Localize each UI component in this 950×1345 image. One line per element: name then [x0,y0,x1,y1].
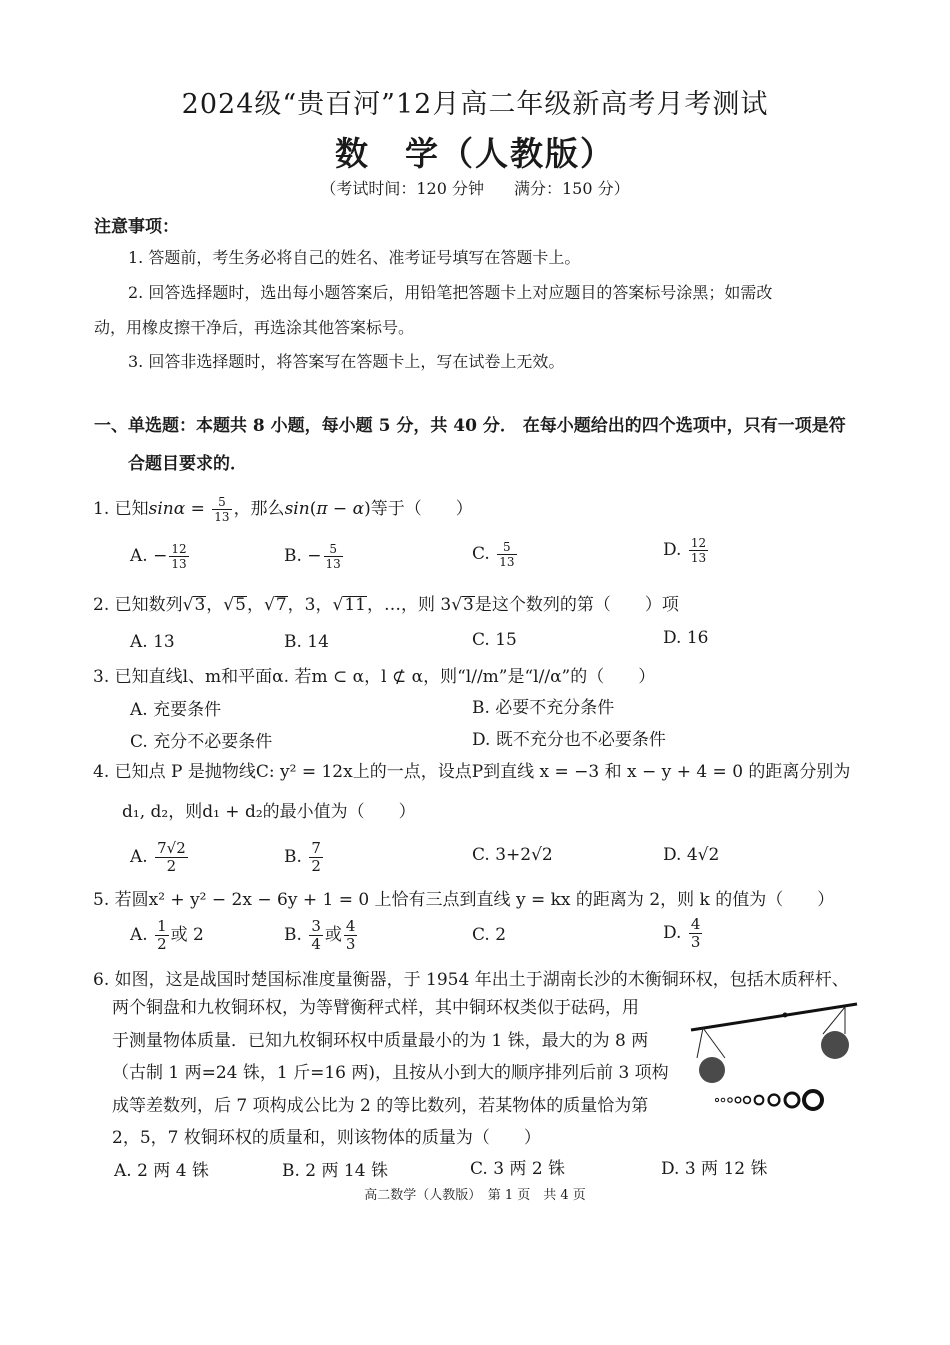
q4-option-d: D. 4√2 [663,845,720,865]
section-1-line-1: 一、单选题：本题共 8 小题，每小题 5 分，共 40 分． 在每小题给出的四个选项中，只有一项是符 [94,416,846,436]
q1-suffix: 等于（ ） [370,499,473,519]
q6-option-a: A. 2 两 4 铢 [114,1161,209,1181]
q2-option-b: B. 14 [284,632,329,652]
notice-item-1: 1. 答题前，考生务必将自己的姓名、准考证号填写在答题卡上。 [128,248,581,267]
notice-item-2-line-2: 动，用橡皮擦干净后，再选涂其他答案标号。 [94,318,415,337]
q6-option-d: D. 3 两 12 铢 [661,1159,768,1179]
q6-option-c: C. 3 两 2 铢 [470,1159,566,1179]
q6-line-5: 成等差数列，后 7 项构成公比为 2 的等比数列，若某物体的质量恰为第 [112,1095,649,1116]
q2-suffix: 是这个数列的第（ ）项 [474,595,679,615]
q6-line-2: 两个铜盘和九枚铜环权，为等臂衡秤式样，其中铜环权类似于砝码，用 [112,998,639,1018]
q3-option-b: B. 必要不充分条件 [472,698,615,718]
page-footer: 高二数学（人教版） 第 1 页 共 4 页 [364,1188,586,1203]
notice-item-3: 3. 回答非选择题时，将答案写在答题卡上，写在试卷上无效。 [128,352,565,371]
notice-heading: 注意事项： [94,217,179,237]
q6-line-6: 2，5，7 枚铜环权的质量和，则该物体的质量为（ ） [112,1128,541,1148]
question-3: 3. 已知直线l、m和平面α. 若m ⊂ α，l ⊄ α，则“l//m”是“l//α”的（ ） [93,667,656,687]
right-pan [821,1031,849,1059]
q2-option-d: D. 16 [663,628,709,648]
time-info: （考试时间：120 分钟 [320,179,484,198]
q6-line-3: 于测量物体质量．已知九枚铜环权中质量最小的为 1 铢，最大的为 8 两 [112,1030,649,1051]
exam-title: 2024级“贵百河”12月高二年级新高考月考测试 [181,89,769,120]
q3-option-d: D. 既不充分也不必要条件 [472,730,666,750]
q3-option-c: C. 充分不必要条件 [130,732,273,752]
q3-option-a: A. 充要条件 [130,700,222,720]
left-string [697,1028,703,1058]
q1-option-c: C. $\frac{5}{13}$ [472,540,515,569]
q2-prefix: 2. 已知数列 [93,595,183,615]
q4-option-a: A. $\frac{7√2}{2}$ [130,839,186,875]
q1-option-b: B. − $\frac{5}{13}$ [284,542,341,571]
question-4-line-2: d₁, d₂，则d₁ + d₂的最小值为（ ） [122,802,416,822]
pivot-point [783,1013,788,1018]
q1-option-a: A. − $\frac{12}{13}$ [130,542,187,571]
balance-beam [691,1004,857,1030]
q4-option-b: B. $\frac{7}{2}$ [284,839,321,875]
fraction: $\frac{5}{13}$ [214,495,230,524]
section-1-line-2: 合题目要求的． [128,454,247,474]
question-5: 5. 若圆x² + y² − 2x − 6y + 1 = 0 上恰有三点到直线 y = kx 的距离为 2，则 k 的值为（ ） [93,890,835,910]
q6-line-4: （古制 1 两=24 铢，1 斤=16 两)，且按从小到大的顺序排列后前 3 项构 [112,1063,669,1083]
score-info: 满分：150 分） [514,179,630,198]
exam-info [0,176,950,199]
q5-option-b: B. $\frac{3}{4}$ 或 $\frac{4}{3}$ [284,917,356,953]
question-4-line-1: 4. 已知点 P 是抛物线C: y² = 12x上的一点，设点P到直线 x = −3 和 x − y + 4 = 0 的距离分别为 [93,762,851,782]
q2-option-c: C. 15 [472,630,517,650]
q1-prefix: 1. 已知 [93,499,149,519]
notice-item-2-line-1: 2. 回答选择题时，选出每小题答案后，用铅笔把答题卡上对应题目的答案标号涂黑；如需改 [128,283,773,302]
q4-option-c: C. 3+2√2 [472,845,553,865]
bronze-ring-weights [715,1091,822,1109]
question-6-body [112,992,682,1155]
q5-option-c: C. 2 [472,925,507,945]
q2-option-a: A. 13 [130,632,175,652]
subject-title: 数 学（人教版） [335,134,615,173]
right-string [823,1007,845,1034]
section-1-heading [94,407,884,483]
question-1: 1. 已知sinα = $\frac{5}{13}$ ，那么sin(π − α)等于（ ） [93,495,473,524]
q1-mid: ，那么 [233,499,285,519]
balance-scale-figure [685,990,865,1120]
left-pan [699,1057,725,1083]
q5-option-a: A. $\frac{1}{2}$ 或 2 [130,917,204,953]
q5-option-d: D. $\frac{4}{3}$ [663,915,701,951]
q1-option-d: D. $\frac{12}{13}$ [663,536,707,565]
question-2: 2. 已知数列√3，√5，√7，3，√11，…，则 3√3是这个数列的第（ ）项 [93,595,679,615]
q6-option-b: B. 2 两 14 铢 [282,1161,388,1181]
question-6-line-1: 6. 如图，这是战国时楚国标准度量衡器，于 1954 年出土于湖南长沙的木衡铜环权，包括木质秤杆、 [93,970,849,990]
